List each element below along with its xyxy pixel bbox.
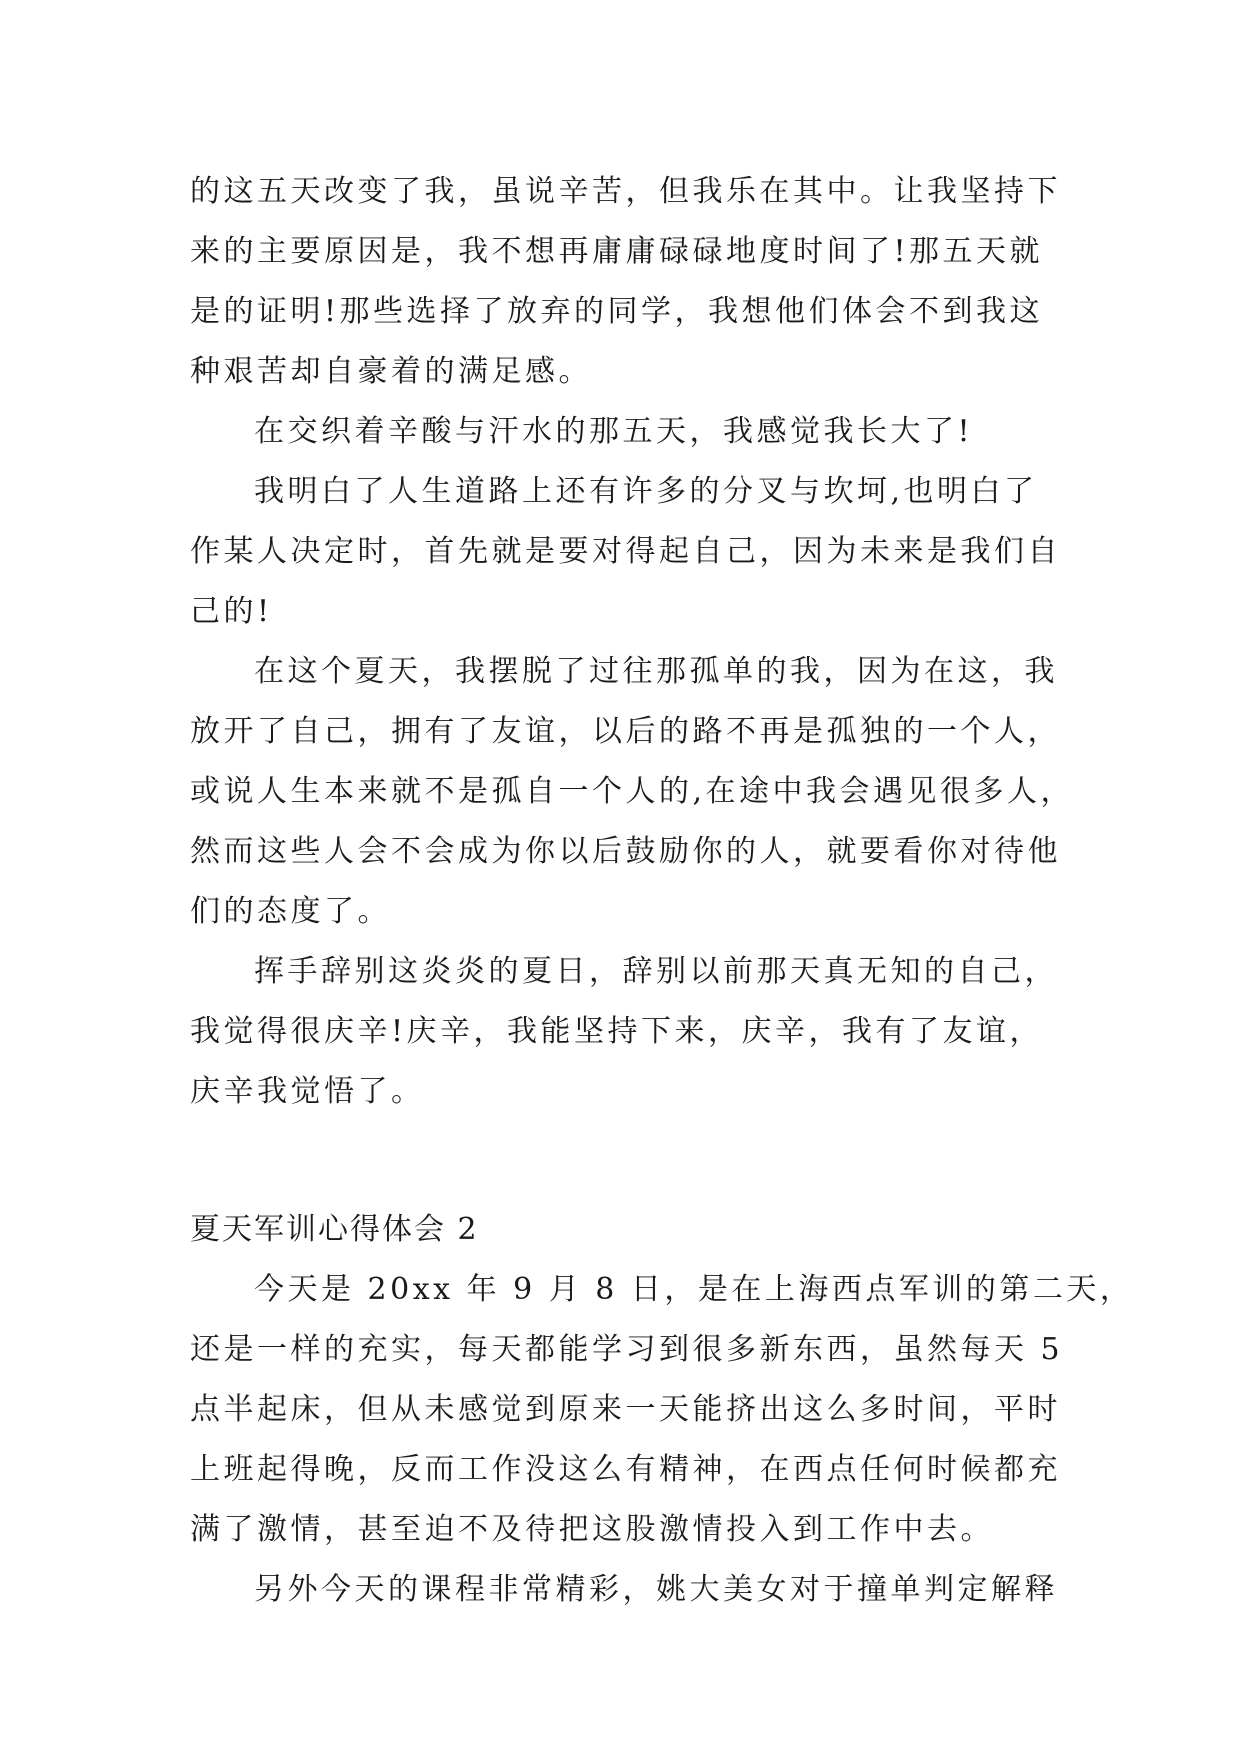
paragraph (190, 1260, 1134, 1560)
text-line: 种艰苦却自豪着的满足感。 (190, 354, 592, 389)
paragraph (190, 642, 1075, 942)
text-line: 另外今天的课程非常精彩，姚大美女对于撞单判定解释 (254, 1572, 1058, 1607)
text-line: 己的! (190, 594, 273, 629)
text-line: 在这个夏天，我摆脱了过往那孤单的我，因为在这，我 (254, 654, 1058, 689)
section-gap (190, 1122, 1070, 1200)
text-line: 作某人决定时，首先就是要对得起自己，因为未来是我们自 (190, 534, 1061, 569)
text-line: 点半起床，但从未感觉到原来一天能挤出这么多时间，平时 (190, 1392, 1061, 1427)
section-title: 夏天军训心得体会 2 (190, 1212, 479, 1247)
text-line: 还是一样的充实，每天都能学习到很多新东西，虽然每天 5 (190, 1332, 1064, 1367)
text-line: 今天是 20xx 年 9 月 8 日，是在上海西点军训的第二天， (254, 1272, 1134, 1307)
text-line: 来的主要原因是，我不想再庸庸碌碌地度时间了!那五天就 (190, 234, 1044, 269)
document-body (190, 162, 1134, 1620)
text-line: 庆辛我觉悟了。 (190, 1074, 425, 1109)
text-line: 满了激情，甚至迫不及待把这股激情投入到工作中去。 (190, 1512, 994, 1547)
text-line: 放开了自己，拥有了友谊，以后的路不再是孤独的一个人， (190, 714, 1061, 749)
text-line: 们的态度了。 (190, 894, 391, 929)
text-line: 的这五天改变了我，虽说辛苦，但我乐在其中。让我坚持下 (190, 174, 1061, 209)
paragraph (190, 1560, 1070, 1620)
text-line: 或说人生本来就不是孤自一个人的,在途中我会遇见很多人， (190, 774, 1075, 809)
text-line: 上班起得晚，反而工作没这么有精神，在西点任何时候都充 (190, 1452, 1061, 1487)
text-line: 在交织着辛酸与汗水的那五天，我感觉我长大了! (254, 414, 974, 449)
paragraph (190, 402, 1070, 462)
text-line: 是的证明!那些选择了放弃的同学，我想他们体会不到我这 (190, 294, 1044, 329)
text-line: 然而这些人会不会成为你以后鼓励你的人，就要看你对待他 (190, 834, 1061, 869)
paragraph (190, 462, 1070, 642)
text-line: 我觉得很庆辛!庆辛，我能坚持下来，庆辛，我有了友谊， (190, 1014, 1044, 1049)
text-line: 挥手辞别这炎炎的夏日，辞别以前那天真无知的自己， (254, 954, 1058, 989)
paragraph (190, 162, 1070, 402)
paragraph (190, 942, 1070, 1122)
text-line: 我明白了人生道路上还有许多的分叉与坎坷,也明白了 (254, 474, 1038, 509)
